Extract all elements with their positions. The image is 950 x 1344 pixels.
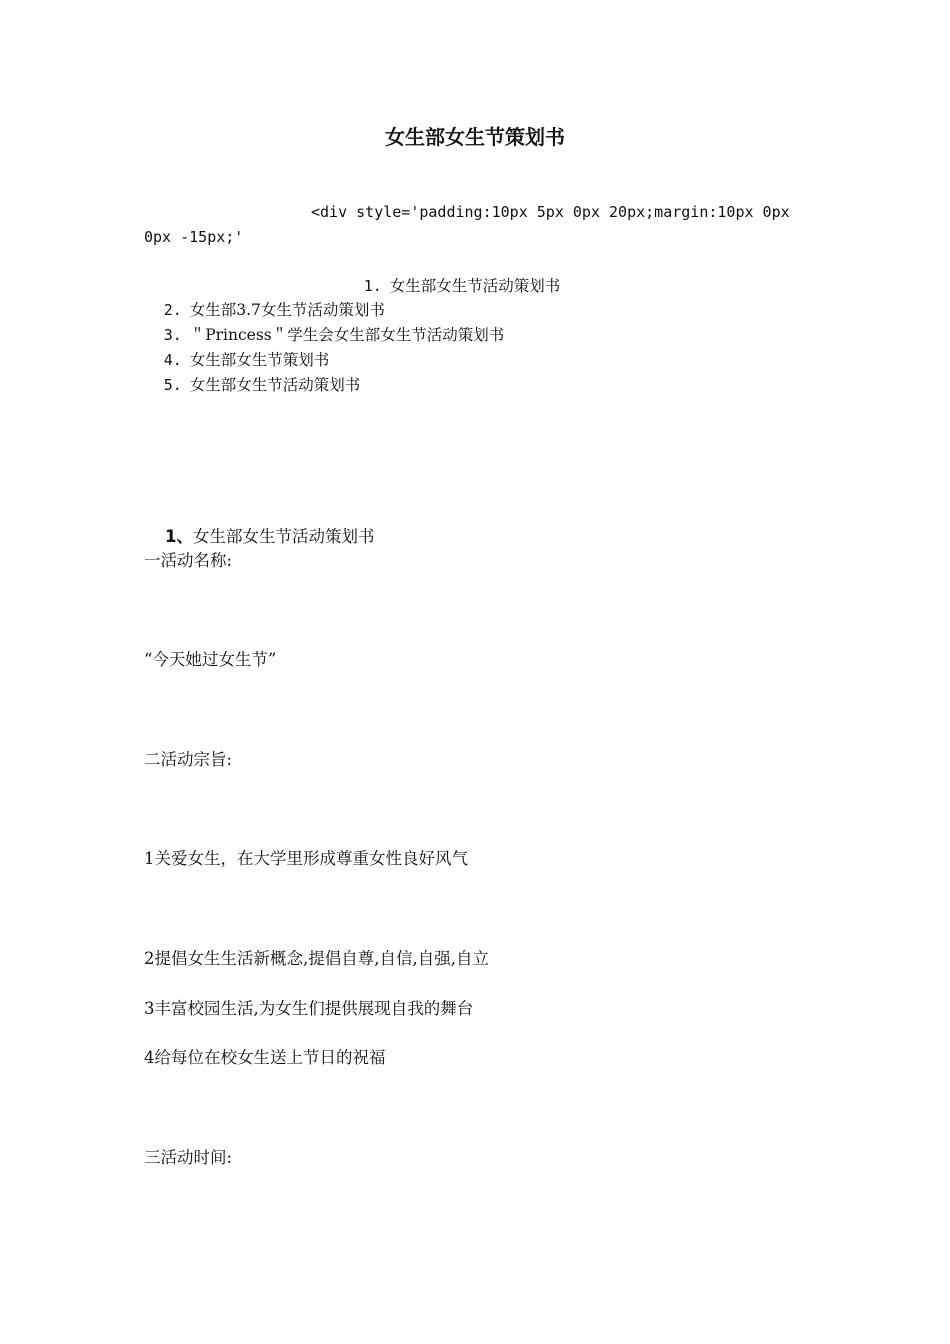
page-title: 女生部女生节策划书	[385, 125, 565, 149]
toc-item-label: 女生部3.7女生节活动策划书	[189, 301, 385, 319]
paragraph-purpose-3: 3丰富校园生活,为女生们提供展现自我的舞台	[144, 999, 474, 1018]
toc-item-number: 5.	[163, 376, 182, 394]
toc-item-number: 3.	[163, 326, 182, 344]
toc-item-label: ＂Princess＂学生会女生部女生节活动策划书	[189, 326, 505, 344]
toc-item-5[interactable]	[144, 349, 360, 421]
paragraph-purpose-2: 2提倡女生生活新概念,提倡自尊,自信,自强,自立	[144, 949, 489, 968]
paragraph-activity-name: “今天她过女生节”	[144, 650, 277, 669]
code-fragment-line-2: 0px -15px;'	[144, 228, 244, 246]
paragraph-purpose-heading: 二活动宗旨:	[144, 750, 233, 769]
paragraph-purpose-4: 4给每位在校女生送上节日的祝福	[144, 1048, 386, 1067]
toc-item-label: 女生部女生节策划书	[189, 351, 330, 369]
paragraph-purpose-1: 1关爱女生，在大学里形成尊重女性良好风气	[144, 849, 468, 868]
section-number: 1、	[164, 527, 193, 546]
toc-item-number: 4.	[163, 351, 182, 369]
section-title: 女生部女生节活动策划书	[192, 527, 375, 546]
paragraph-activity-name-heading: 一活动名称:	[144, 551, 233, 570]
toc-item-label: 女生部女生节活动策划书	[189, 376, 361, 394]
paragraph-time-heading: 三活动时间:	[144, 1148, 233, 1167]
toc-item-label: 女生部女生节活动策划书	[389, 277, 561, 295]
toc-item-number: 2.	[163, 301, 182, 319]
code-fragment-line-1: <div style='padding:10px 5px 0px 20px;margin:10px 0px	[311, 203, 790, 221]
toc-item-number: 1.	[363, 277, 382, 295]
